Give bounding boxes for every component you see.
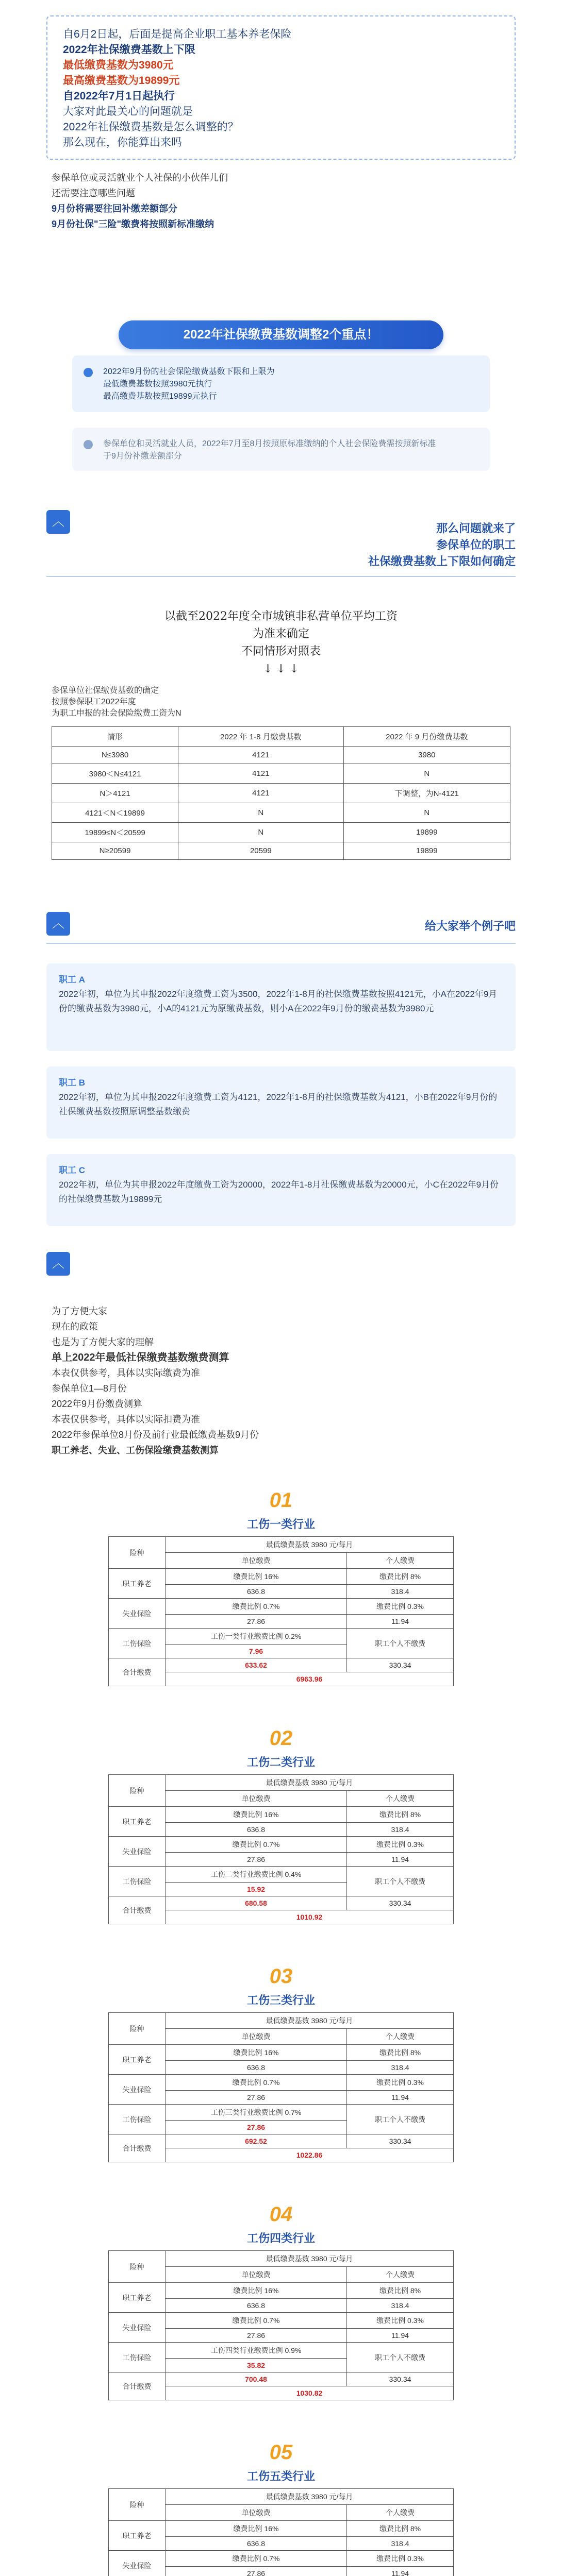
- table-cell: 缴费比例 0.7%: [166, 2313, 347, 2329]
- table-cell: 1022.86: [166, 2148, 454, 2162]
- table-cell: N: [343, 764, 510, 784]
- table-cell: 职工个人不缴费: [347, 1629, 454, 1658]
- table-cell: N: [343, 803, 510, 823]
- center-line: 为准来确定: [252, 628, 309, 640]
- block-number: 01: [269, 1489, 293, 1512]
- table-cell: 330.34: [347, 1658, 454, 1672]
- table-cell: 最低缴费基数 3980 元/每月: [166, 2489, 454, 2505]
- table-cell: N: [178, 823, 343, 842]
- table-cell: 失业保险: [109, 2313, 166, 2343]
- table-cell: 330.34: [347, 1896, 454, 1910]
- table-row: [109, 2013, 454, 2029]
- table-cell: 职工个人不缴费: [347, 2105, 454, 2134]
- example-a: [46, 963, 516, 1051]
- table-row: [109, 2251, 454, 2267]
- table-row: [109, 1807, 454, 1823]
- table-cell: 27.86: [166, 2567, 347, 2576]
- table-cell: 缴费比例 16%: [166, 1569, 347, 1585]
- table-row: [52, 747, 510, 764]
- table-cell: 330.34: [347, 2372, 454, 2386]
- intro-line: 那么现在，你能算出来吗: [63, 137, 182, 148]
- block-number: 05: [269, 2441, 293, 2464]
- table-cell: 1030.82: [166, 2386, 454, 2400]
- table-cell: 工伤保险: [109, 2105, 166, 2134]
- table-cell: 单位缴费: [166, 2505, 347, 2521]
- table-cell: 15.92: [166, 1883, 347, 1896]
- plain-line: 2022年9月份缴费测算: [52, 1399, 143, 1409]
- table-cell: N≥20599: [52, 842, 178, 860]
- intro-line: 9月份将需要往回补缴差额部分: [52, 204, 178, 214]
- table-cell: 636.8: [166, 2061, 347, 2075]
- table-cell: 缴费比例 0.3%: [347, 1599, 454, 1615]
- table-cell: 缴费比例 8%: [347, 2045, 454, 2061]
- table-row: [109, 1599, 454, 1615]
- center-line: 以截至2022年度全市城镇非私营单位平均工资: [164, 610, 398, 623]
- table-cell: N＞4121: [52, 784, 178, 803]
- block-title: 工伤一类行业: [246, 1518, 315, 1531]
- table-cell: 692.52: [166, 2134, 347, 2148]
- table-header: 2022 年 9 月份缴费基数: [343, 727, 510, 747]
- point-two-text: 参保单位和灵活就业人员，2022年7月至8月按照原标准缴纳的个人社会保险费需按照新标准: [103, 439, 436, 448]
- payment-table: [108, 2488, 454, 2576]
- block-number: 02: [269, 1727, 293, 1750]
- table-cell: 失业保险: [109, 2075, 166, 2105]
- table-cell: 缴费比例 16%: [166, 2045, 347, 2061]
- table-cell: 318.4: [347, 1585, 454, 1599]
- table-cell: 3980: [343, 747, 510, 764]
- table-cell: 35.82: [166, 2359, 347, 2372]
- section-two-title: 给大家举个例子吧: [424, 920, 516, 933]
- table-row: [109, 2343, 454, 2359]
- key-points-banner: 2022年社保缴费基数调整2个重点！: [119, 320, 443, 349]
- table-cell: 1010.92: [166, 1910, 454, 1924]
- intro-box: [46, 15, 516, 160]
- plain-text-two: [52, 1303, 505, 1458]
- intro-line: 还需要注意哪些问题: [52, 188, 135, 198]
- table-cell: 19899: [343, 842, 510, 860]
- table-cell: 636.8: [166, 2537, 347, 2551]
- table-cell: 缴费比例 16%: [166, 2283, 347, 2299]
- chevron-up-icon: ︿: [46, 510, 70, 534]
- table-cell: 个人缴费: [347, 2029, 454, 2045]
- table-cell: 3980＜N≤4121: [52, 764, 178, 784]
- plain-line: 本表仅供参考，具体以实际缴费为准: [52, 1368, 200, 1378]
- table-cell: 职工养老: [109, 2521, 166, 2551]
- table-cell: 20599: [178, 842, 343, 860]
- table-row: [109, 2075, 454, 2091]
- table-row: [109, 2283, 454, 2299]
- table-cell: 险种: [109, 2489, 166, 2521]
- payment-table: [108, 2012, 454, 2162]
- table-row: [52, 823, 510, 842]
- table-cell: 单位缴费: [166, 1791, 347, 1807]
- intro-line: 参保单位或灵活就业个人社保的小伙伴儿们: [52, 173, 228, 183]
- table-cell: 职工养老: [109, 2045, 166, 2075]
- base-rule-table: [52, 726, 510, 860]
- table-cell: 27.86: [166, 1615, 347, 1629]
- point-one-text: 2022年9月份的社会保险缴费基数下限和上限为: [103, 367, 275, 376]
- table-cell: N≤3980: [52, 747, 178, 764]
- table-cell: 工伤保险: [109, 1867, 166, 1896]
- table-row: [109, 1658, 454, 1672]
- table-cell: 单位缴费: [166, 2029, 347, 2045]
- table-cell: 633.62: [166, 1658, 347, 1672]
- table-row: [109, 1896, 454, 1910]
- table-cell: 缴费比例 0.3%: [347, 2551, 454, 2567]
- table-row: [52, 803, 510, 823]
- table-cell: 最低缴费基数 3980 元/每月: [166, 2013, 454, 2029]
- block-title: 工伤二类行业: [246, 1756, 315, 1769]
- block-title: 工伤四类行业: [246, 2232, 315, 2245]
- block-number: 04: [269, 2203, 293, 2226]
- table-row: [109, 1775, 454, 1791]
- intro-line: 自6月2日起，后面是提高企业职工基本养老保险: [63, 28, 292, 40]
- table-row: [109, 2045, 454, 2061]
- point-one-text: 最低缴费基数按照3980元执行: [103, 380, 212, 388]
- table-cell: 缴费比例 8%: [347, 2283, 454, 2299]
- table-cell: 缴费比例 16%: [166, 2521, 347, 2537]
- intro-continued: [52, 170, 505, 232]
- intro-line: 2022年社保缴费基数是怎么调整的？: [63, 121, 239, 133]
- table-row: [52, 784, 510, 803]
- table-row: [109, 1629, 454, 1645]
- table-cell: 职工养老: [109, 1569, 166, 1599]
- table-cell: 680.58: [166, 1896, 347, 1910]
- table-cell: 11.94: [347, 2329, 454, 2343]
- table-cell: 险种: [109, 2251, 166, 2283]
- block-number: 03: [269, 1965, 293, 1988]
- intro-line: 最低缴费基数为3980元: [63, 59, 174, 71]
- table-cell: 缴费比例 8%: [347, 2521, 454, 2537]
- table-cell: 636.8: [166, 1585, 347, 1599]
- table-cell: 缴费比例 0.3%: [347, 2075, 454, 2091]
- table-row: [109, 2521, 454, 2537]
- example-b: [46, 1066, 516, 1139]
- table-header: 情形: [52, 727, 178, 747]
- table-row: [109, 2134, 454, 2148]
- table-cell: 工伤三类行业缴费比例 0.7%: [166, 2105, 347, 2121]
- table-cell: 失业保险: [109, 1599, 166, 1629]
- table-cell: 职工养老: [109, 2283, 166, 2313]
- plain-line: 本表仅供参考，具体以实际扣费为准: [52, 1414, 200, 1425]
- example-head: 职工 C: [59, 1165, 85, 1175]
- table-cell: 11.94: [347, 1615, 454, 1629]
- block-title: 工伤五类行业: [246, 2470, 315, 2483]
- table-cell: 19899: [343, 823, 510, 842]
- plain-line: 单上2022年最低社保缴费基数缴费测算: [52, 1352, 229, 1363]
- table-row: [52, 842, 510, 860]
- table-row: [109, 2372, 454, 2386]
- payment-table: [108, 2250, 454, 2400]
- table-cell: 636.8: [166, 1823, 347, 1837]
- plain-line: 也是为了方便大家的理解: [52, 1337, 154, 1347]
- intro-line: 9月份社保"三险"缴费将按照新标准缴纳: [52, 219, 214, 229]
- plain-line: 现在的政策: [52, 1321, 98, 1332]
- table-row: [109, 1837, 454, 1853]
- table-cell: 最低缴费基数 3980 元/每月: [166, 1775, 454, 1791]
- table-cell: 330.34: [347, 2134, 454, 2148]
- chevron-up-icon: ︿: [46, 912, 70, 936]
- example-head: 职工 B: [59, 1078, 85, 1088]
- table-cell: 工伤保险: [109, 2343, 166, 2372]
- table-cell: 19899≤N＜20599: [52, 823, 178, 842]
- center-intro: [0, 608, 562, 678]
- table-row: [109, 1867, 454, 1883]
- section-title-line: 参保单位的职工: [436, 538, 516, 551]
- table-cell: 下调整，为N-4121: [343, 784, 510, 803]
- bullet-icon: [84, 440, 93, 449]
- table-cell: 个人缴费: [347, 2267, 454, 2283]
- center-line: 不同情形对照表: [241, 645, 321, 658]
- table-cell: 合计缴费: [109, 1896, 166, 1924]
- example-text: 2022年初，单位为其申报2022年度缴费工资为3500，2022年1-8月的社保缴费基数按照4121元，小A在2022年9月份的缴费基数为3980元，小A的4121元为原缴费基数，则小A在2022年9月份的缴费基数为3980元: [59, 989, 498, 1013]
- payment-table: [108, 1774, 454, 1924]
- table-cell: 缴费比例 0.7%: [166, 1837, 347, 1853]
- block-title: 工伤三类行业: [246, 1994, 315, 2007]
- table-cell: 工伤二类行业缴费比例 0.4%: [166, 1867, 347, 1883]
- table-cell: 318.4: [347, 2537, 454, 2551]
- table-cell: 个人缴费: [347, 1553, 454, 1569]
- table-cell: 险种: [109, 2013, 166, 2045]
- table-cell: 318.4: [347, 2061, 454, 2075]
- intro-line: 大家对此最关心的问题就是: [63, 106, 193, 117]
- table-row: [109, 2489, 454, 2505]
- table-cell: 318.4: [347, 1823, 454, 1837]
- table-cell: 27.86: [166, 1853, 347, 1867]
- table-cell: 缴费比例 8%: [347, 1569, 454, 1585]
- table-row: [109, 2313, 454, 2329]
- plain-text-one: [52, 685, 505, 719]
- table-cell: 职工个人不缴费: [347, 2343, 454, 2372]
- table-row: [52, 764, 510, 784]
- example-text: 2022年初，单位为其申报2022年度缴费工资为4121，2022年1-8月的社保缴费基数为4121，小B在2022年9月份的社保缴费基数按照原调整基数缴费: [59, 1092, 498, 1116]
- table-cell: 最低缴费基数 3980 元/每月: [166, 2251, 454, 2267]
- table-cell: 单位缴费: [166, 1553, 347, 1569]
- table-cell: 合计缴费: [109, 2372, 166, 2400]
- table-cell: 4121: [178, 764, 343, 784]
- table-header: 2022 年 1-8 月缴费基数: [178, 727, 343, 747]
- table-row: [109, 1537, 454, 1553]
- table-cell: 7.96: [166, 1645, 347, 1658]
- table-row: [109, 2551, 454, 2567]
- table-cell: 4121: [178, 747, 343, 764]
- table-cell: 缴费比例 0.7%: [166, 2551, 347, 2567]
- table-cell: 11.94: [347, 1853, 454, 1867]
- table-cell: 缴费比例 0.7%: [166, 2075, 347, 2091]
- plain-line: 参保单位社保缴费基数的确定: [52, 686, 159, 695]
- table-cell: N: [178, 803, 343, 823]
- table-row: [109, 1569, 454, 1585]
- table-cell: 缴费比例 0.7%: [166, 1599, 347, 1615]
- intro-line: 2022年社保缴费基数上下限: [63, 44, 195, 56]
- table-cell: 27.86: [166, 2091, 347, 2105]
- table-cell: 6963.96: [166, 1672, 454, 1686]
- table-cell: 最低缴费基数 3980 元/每月: [166, 1537, 454, 1553]
- table-cell: 缴费比例 0.3%: [347, 2313, 454, 2329]
- plain-line: 职工养老、失业、工伤保险缴费基数测算: [52, 1445, 219, 1455]
- example-head: 职工 A: [59, 975, 85, 985]
- table-cell: 险种: [109, 1775, 166, 1807]
- example-c: [46, 1154, 516, 1226]
- table-cell: 失业保险: [109, 1837, 166, 1867]
- divider: [46, 576, 516, 577]
- divider: [46, 943, 516, 944]
- table-cell: 工伤一类行业缴费比例 0.2%: [166, 1629, 347, 1645]
- table-cell: 318.4: [347, 2299, 454, 2313]
- table-cell: 险种: [109, 1537, 166, 1569]
- payment-table: [108, 1536, 454, 1686]
- table-cell: 工伤四类行业缴费比例 0.9%: [166, 2343, 347, 2359]
- table-cell: 职工养老: [109, 1807, 166, 1837]
- section-title-line: 那么问题就来了: [436, 522, 516, 535]
- table-cell: 27.86: [166, 2329, 347, 2343]
- table-cell: 27.86: [166, 2121, 347, 2134]
- table-cell: 个人缴费: [347, 2505, 454, 2521]
- table-cell: 4121＜N＜19899: [52, 803, 178, 823]
- table-cell: 11.94: [347, 2567, 454, 2576]
- arrow-down-icon: ↓ ↓ ↓: [263, 663, 299, 675]
- table-cell: 636.8: [166, 2299, 347, 2313]
- table-cell: 4121: [178, 784, 343, 803]
- table-cell: 个人缴费: [347, 1791, 454, 1807]
- table-cell: 缴费比例 16%: [166, 1807, 347, 1823]
- intro-line: 自2022年7月1日起执行: [63, 90, 175, 102]
- table-cell: 职工个人不缴费: [347, 1867, 454, 1896]
- plain-line: 参保单位1—8月份: [52, 1383, 127, 1394]
- plain-line: 按照参保职工2022年度: [52, 698, 136, 706]
- table-cell: 工伤保险: [109, 1629, 166, 1658]
- point-two-box: [72, 428, 490, 471]
- table-header-row: [52, 727, 510, 747]
- point-two-text: 于9月份补缴差额部分: [103, 452, 182, 461]
- example-text: 2022年初，单位为其申报2022年度缴费工资为20000，2022年1-8月社保缴费基数为20000元，小C在2022年9月份的社保缴费基数为19899元: [59, 1180, 499, 1204]
- table-cell: 缴费比例 0.3%: [347, 1837, 454, 1853]
- table-cell: 11.94: [347, 2091, 454, 2105]
- intro-line: 最高缴费基数为19899元: [63, 75, 180, 87]
- table-cell: 700.48: [166, 2372, 347, 2386]
- table-cell: 失业保险: [109, 2551, 166, 2576]
- point-one-text: 最高缴费基数按照19899元执行: [103, 392, 217, 401]
- table-cell: 单位缴费: [166, 2267, 347, 2283]
- table-cell: 合计缴费: [109, 2134, 166, 2162]
- plain-line: 为了方便大家: [52, 1306, 107, 1316]
- plain-line: 为职工申报的社会保险缴费工资为N: [52, 709, 181, 718]
- chevron-up-icon: ︿: [46, 1252, 70, 1276]
- table-cell: 合计缴费: [109, 1658, 166, 1686]
- point-one-box: [72, 355, 490, 412]
- table-cell: 缴费比例 8%: [347, 1807, 454, 1823]
- plain-line: 2022年参保单位8月份及前行业最低缴费基数9月份: [52, 1430, 259, 1440]
- table-row: [109, 2105, 454, 2121]
- section-one-title: [368, 520, 516, 570]
- section-title-line: 社保缴费基数上下限如何确定: [368, 555, 516, 568]
- bullet-icon: [84, 368, 93, 377]
